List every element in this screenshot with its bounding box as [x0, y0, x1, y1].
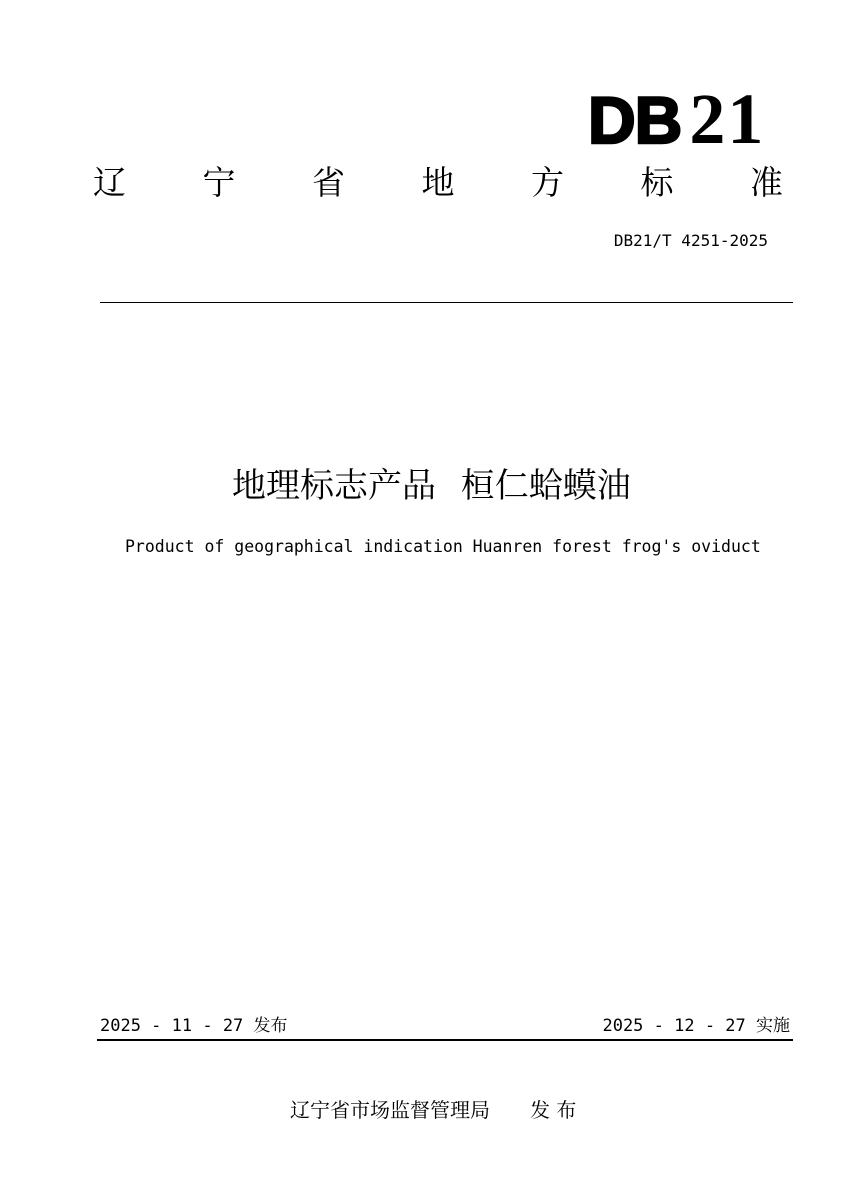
category-char: 宁	[202, 163, 236, 202]
document-title-zh: 地理标志产品 桓仁蛤蟆油	[232, 466, 631, 506]
logo-number-text: 21	[689, 79, 766, 159]
implementation-date: 2025 - 12 - 27 实施	[602, 1016, 790, 1036]
issue-date: 2025 - 11 - 27 发布	[100, 1016, 288, 1036]
category-char: 地	[421, 163, 455, 202]
standard-logo	[588, 79, 766, 159]
footer-divider	[97, 1039, 793, 1041]
category-char: 辽	[93, 163, 126, 202]
document-title-en: Product of geographical indication Huanren forest frog's oviduct	[125, 537, 761, 556]
standard-category	[93, 163, 783, 202]
category-char: 标	[640, 163, 674, 202]
standard-code: DB21/T 4251-2025	[613, 231, 768, 250]
category-char: 省	[312, 163, 345, 202]
category-char: 准	[750, 163, 783, 202]
category-char: 方	[531, 163, 564, 202]
header-divider	[100, 302, 793, 303]
logo-db-text: DB	[588, 83, 682, 157]
issuer-name: 辽宁省市场监督管理局	[290, 1098, 490, 1122]
issuer-action: 发 布	[530, 1098, 577, 1122]
